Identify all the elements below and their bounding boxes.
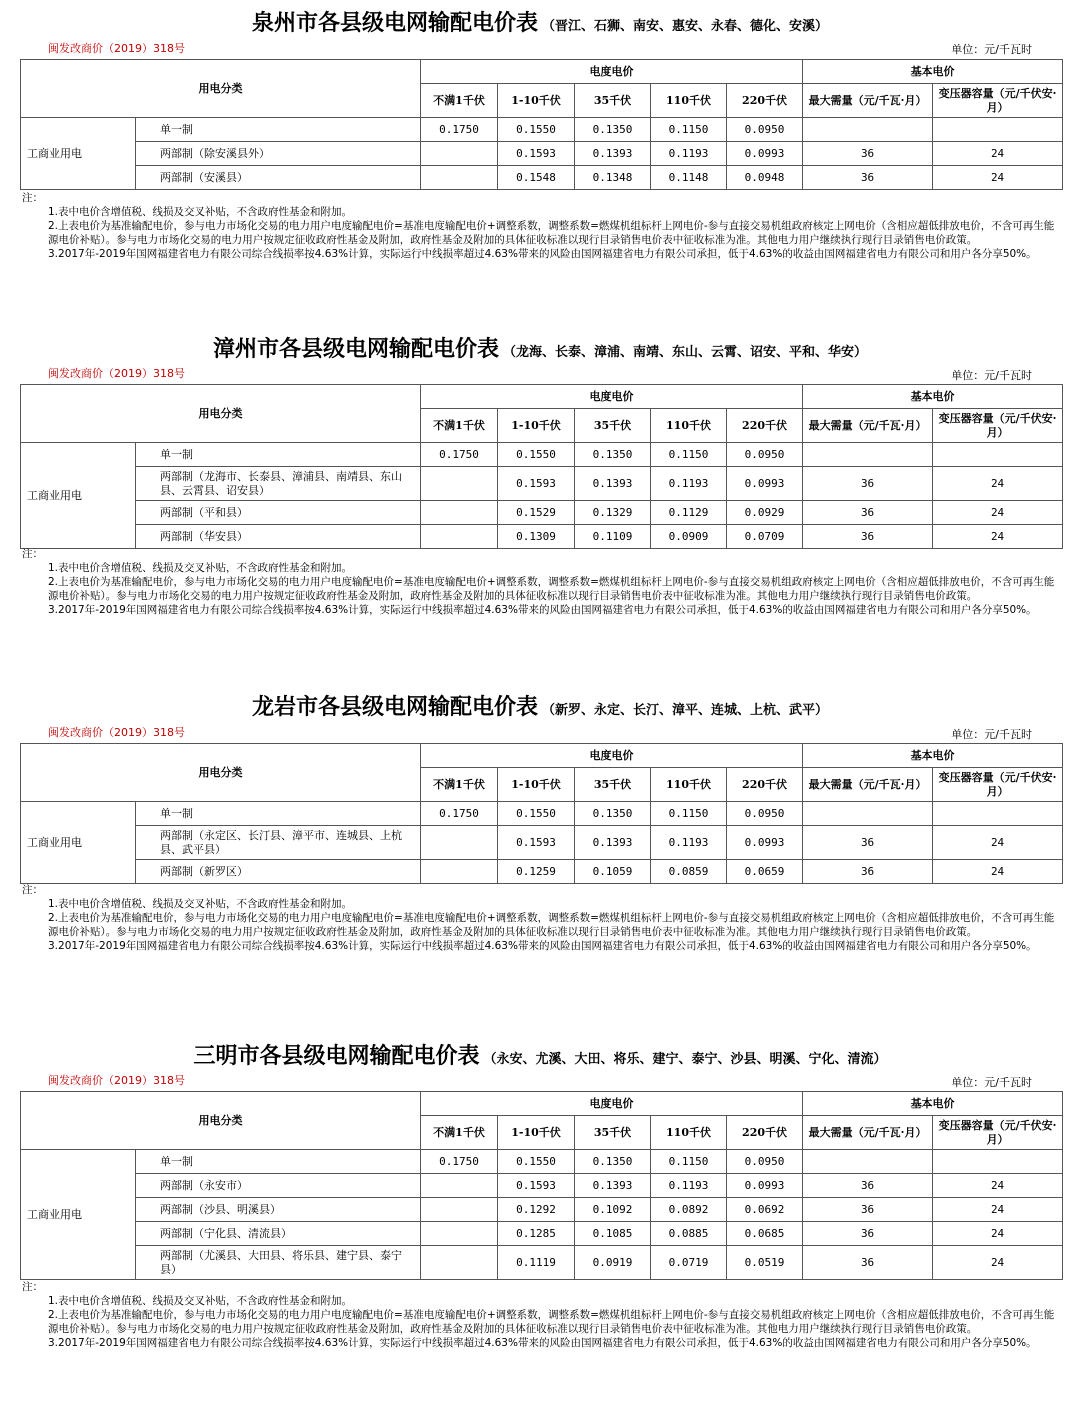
table-row xyxy=(21,826,1063,860)
cell xyxy=(933,802,1063,826)
cell: 36 xyxy=(803,467,933,501)
table-row xyxy=(21,1246,1063,1280)
cell: 0.1350 xyxy=(575,1150,651,1174)
header-capacity: 变压器容量（元/千伏安·月） xyxy=(933,1116,1063,1150)
cell: 0.1329 xyxy=(575,501,651,525)
note-1: 1.表中电价含增值税、线损及交叉补贴，不含政府性基金和附加。 xyxy=(48,898,353,910)
group-label: 工商业用电 xyxy=(21,802,136,884)
cell: 0.1193 xyxy=(651,467,727,501)
cell: 24 xyxy=(933,467,1063,501)
header-col: 1-10千伏 xyxy=(498,1116,575,1150)
cell: 0.1348 xyxy=(575,166,651,190)
cell xyxy=(421,860,498,884)
cell xyxy=(421,1174,498,1198)
notes xyxy=(22,1280,1062,1350)
cell xyxy=(803,118,933,142)
cell: 0.1119 xyxy=(498,1246,575,1280)
cell: 0.1350 xyxy=(575,118,651,142)
cell: 0.0909 xyxy=(651,525,727,549)
cell: 0.1150 xyxy=(651,443,727,467)
notes xyxy=(22,547,1062,617)
doc-number: 闽发改商价（2019）318号 xyxy=(48,726,185,739)
group-label: 工商业用电 xyxy=(21,118,136,190)
note-2: 2.上表电价为基准输配电价，参与电力市场化交易的电力用户电度输配电价=基准电度输配电价+调整系数，调整系数=燃煤机组标杆上网电价-参与直接交易机组政府核定上网电价（含相应超低排放电价，不含可再生能源电价补贴）。参与电力市场化交易的电力用户按规定征收政府性基金及附加，政府性基金及附加的具体征收标准以现行目录销售电价表中征收标准为准。其他电力用户继续执行现行目录销售电价政策。 xyxy=(48,1309,1055,1335)
table-row xyxy=(21,802,1063,826)
cell: 0.1593 xyxy=(498,467,575,501)
header-demand: 最大需量（元/千瓦·月） xyxy=(803,1116,933,1150)
note-2: 2.上表电价为基准输配电价，参与电力市场化交易的电力用户电度输配电价=基准电度输配电价+调整系数，调整系数=燃煤机组标杆上网电价-参与直接交易机组政府核定上网电价（含相应超低排放电价，不含可再生能源电价补贴）。参与电力市场化交易的电力用户按规定征收政府性基金及附加，政府性基金及附加的具体征收标准以现行目录销售电价表中征收标准为准。其他电力用户继续执行现行目录销售电价政策。 xyxy=(48,912,1055,938)
cell: 0.1550 xyxy=(498,1150,575,1174)
cell: 24 xyxy=(933,142,1063,166)
cell xyxy=(421,826,498,860)
cell: 0.1148 xyxy=(651,166,727,190)
table-row xyxy=(21,1150,1063,1174)
header-col: 110千伏 xyxy=(651,768,727,802)
cell: 0.1550 xyxy=(498,802,575,826)
row-label: 两部制（华安县） xyxy=(136,525,421,549)
cell: 0.1150 xyxy=(651,118,727,142)
cell: 0.0950 xyxy=(727,443,803,467)
cell: 0.1393 xyxy=(575,467,651,501)
cell: 0.0950 xyxy=(727,1150,803,1174)
header-category: 用电分类 xyxy=(21,60,421,118)
cell: 0.1109 xyxy=(575,525,651,549)
row-label: 两部制（除安溪县外） xyxy=(136,142,421,166)
note-1: 1.表中电价含增值税、线损及交叉补贴，不含政府性基金和附加。 xyxy=(48,1295,353,1307)
group-label: 工商业用电 xyxy=(21,1150,136,1280)
cell: 0.1059 xyxy=(575,860,651,884)
note-2: 2.上表电价为基准输配电价，参与电力市场化交易的电力用户电度输配电价=基准电度输配电价+调整系数，调整系数=燃煤机组标杆上网电价-参与直接交易机组政府核定上网电价（含相应超低排放电价，不含可再生能源电价补贴）。参与电力市场化交易的电力用户按规定征收政府性基金及附加，政府性基金及附加的具体征收标准以现行目录销售电价表中征收标准为准。其他电力用户继续执行现行目录销售电价政策。 xyxy=(48,220,1055,246)
cell: 0.1750 xyxy=(421,1150,498,1174)
cell xyxy=(933,118,1063,142)
row-label: 两部制（永定区、长汀县、漳平市、连城县、上杭县、武平县） xyxy=(136,826,421,860)
tariff-table xyxy=(20,59,1063,190)
header-col: 不满1千伏 xyxy=(421,768,498,802)
table-row xyxy=(21,501,1063,525)
table-row xyxy=(21,467,1063,501)
cell: 0.1593 xyxy=(498,142,575,166)
cell: 0.1393 xyxy=(575,826,651,860)
tariff-table xyxy=(20,743,1063,884)
cell: 24 xyxy=(933,826,1063,860)
cell: 0.1193 xyxy=(651,826,727,860)
cell: 24 xyxy=(933,166,1063,190)
notes-head: 注： xyxy=(22,192,43,204)
cell xyxy=(933,443,1063,467)
cell: 0.0950 xyxy=(727,118,803,142)
unit-label: 单位：元/千瓦时 xyxy=(951,728,1032,741)
row-label: 两部制（宁化县、清流县） xyxy=(136,1222,421,1246)
cell: 0.1750 xyxy=(421,443,498,467)
note-1: 1.表中电价含增值税、线损及交叉补贴，不含政府性基金和附加。 xyxy=(48,206,353,218)
cell: 0.1350 xyxy=(575,802,651,826)
cell: 0.1548 xyxy=(498,166,575,190)
header-category: 用电分类 xyxy=(21,744,421,802)
header-category: 用电分类 xyxy=(21,385,421,443)
cell xyxy=(421,467,498,501)
table-row xyxy=(21,1174,1063,1198)
group-label: 工商业用电 xyxy=(21,443,136,549)
cell: 0.1193 xyxy=(651,142,727,166)
header-col: 35千伏 xyxy=(575,409,651,443)
header-col: 不满1千伏 xyxy=(421,84,498,118)
cell: 0.1193 xyxy=(651,1174,727,1198)
header-energy-price: 电度电价 xyxy=(421,744,803,768)
title-regions: （新罗、永定、长汀、漳平、连城、上杭、武平） xyxy=(542,703,829,718)
header-col: 1-10千伏 xyxy=(498,409,575,443)
row-label: 两部制（新罗区） xyxy=(136,860,421,884)
title-regions: （晋江、石狮、南安、惠安、永春、德化、安溪） xyxy=(542,19,829,34)
header-capacity: 变压器容量（元/千伏安·月） xyxy=(933,409,1063,443)
header-col: 220千伏 xyxy=(727,768,803,802)
row-label: 单一制 xyxy=(136,118,421,142)
cell: 0.0919 xyxy=(575,1246,651,1280)
title-regions: （龙海、长泰、漳浦、南靖、东山、云霄、诏安、平和、华安） xyxy=(503,345,868,360)
cell: 24 xyxy=(933,1246,1063,1280)
cell: 0.0950 xyxy=(727,802,803,826)
table-title xyxy=(0,690,1080,721)
cell xyxy=(421,1222,498,1246)
cell: 24 xyxy=(933,525,1063,549)
header-col: 1-10千伏 xyxy=(498,768,575,802)
cell: 0.1393 xyxy=(575,142,651,166)
notes xyxy=(22,883,1062,953)
cell: 0.0885 xyxy=(651,1222,727,1246)
tariff-table xyxy=(20,384,1063,549)
row-label: 单一制 xyxy=(136,1150,421,1174)
header-col: 220千伏 xyxy=(727,84,803,118)
cell xyxy=(421,1246,498,1280)
title-main: 龙岩市各县级电网输配电价表 xyxy=(251,694,538,720)
note-3: 3.2017年-2019年国网福建省电力有限公司综合线损率按4.63%计算，实际运行中线损率超过4.63%带来的风险由国网福建省电力有限公司承担，低于4.63%的收益由国网福建省电力有限公司和用户各分享50%。 xyxy=(48,604,1037,616)
cell: 0.1292 xyxy=(498,1198,575,1222)
cell: 0.0519 xyxy=(727,1246,803,1280)
cell: 0.1529 xyxy=(498,501,575,525)
header-demand: 最大需量（元/千瓦·月） xyxy=(803,768,933,802)
cell: 24 xyxy=(933,1198,1063,1222)
cell: 0.1550 xyxy=(498,443,575,467)
table-row xyxy=(21,443,1063,467)
cell: 0.1309 xyxy=(498,525,575,549)
row-label: 两部制（安溪县） xyxy=(136,166,421,190)
table-row xyxy=(21,118,1063,142)
header-col: 不满1千伏 xyxy=(421,1116,498,1150)
cell: 0.1085 xyxy=(575,1222,651,1246)
header-col: 35千伏 xyxy=(575,1116,651,1150)
cell: 0.0719 xyxy=(651,1246,727,1280)
row-label: 两部制（龙海市、长泰县、漳浦县、南靖县、东山县、云霄县、诏安县） xyxy=(136,467,421,501)
row-label: 单一制 xyxy=(136,802,421,826)
row-label: 两部制（平和县） xyxy=(136,501,421,525)
cell: 36 xyxy=(803,166,933,190)
header-energy-price: 电度电价 xyxy=(421,60,803,84)
cell xyxy=(421,1198,498,1222)
cell: 0.0993 xyxy=(727,467,803,501)
cell: 0.0892 xyxy=(651,1198,727,1222)
header-demand: 最大需量（元/千瓦·月） xyxy=(803,409,933,443)
header-category: 用电分类 xyxy=(21,1092,421,1150)
row-label: 两部制（沙县、明溪县） xyxy=(136,1198,421,1222)
header-basic-price: 基本电价 xyxy=(803,60,1063,84)
cell: 0.1150 xyxy=(651,802,727,826)
table-title xyxy=(0,1039,1080,1070)
cell xyxy=(421,501,498,525)
table-row xyxy=(21,1222,1063,1246)
row-label: 两部制（尤溪县、大田县、将乐县、建宁县、泰宁县） xyxy=(136,1246,421,1280)
notes-head: 注： xyxy=(22,1281,43,1293)
cell: 0.0929 xyxy=(727,501,803,525)
table-row xyxy=(21,525,1063,549)
unit-label: 单位：元/千瓦时 xyxy=(951,43,1032,56)
cell: 0.1092 xyxy=(575,1198,651,1222)
unit-label: 单位：元/千瓦时 xyxy=(951,1076,1032,1089)
doc-number: 闽发改商价（2019）318号 xyxy=(48,1074,185,1087)
cell: 0.1259 xyxy=(498,860,575,884)
note-3: 3.2017年-2019年国网福建省电力有限公司综合线损率按4.63%计算，实际运行中线损率超过4.63%带来的风险由国网福建省电力有限公司承担，低于4.63%的收益由国网福建省电力有限公司和用户各分享50%。 xyxy=(48,1337,1037,1349)
cell: 0.0993 xyxy=(727,142,803,166)
cell: 0.0659 xyxy=(727,860,803,884)
cell xyxy=(803,1150,933,1174)
note-3: 3.2017年-2019年国网福建省电力有限公司综合线损率按4.63%计算，实际运行中线损率超过4.63%带来的风险由国网福建省电力有限公司承担，低于4.63%的收益由国网福建省电力有限公司和用户各分享50%。 xyxy=(48,248,1037,260)
cell: 0.1350 xyxy=(575,443,651,467)
tariff-table xyxy=(20,1091,1063,1280)
header-col: 110千伏 xyxy=(651,1116,727,1150)
table-row xyxy=(21,860,1063,884)
table-title xyxy=(0,6,1080,37)
note-2: 2.上表电价为基准输配电价，参与电力市场化交易的电力用户电度输配电价=基准电度输配电价+调整系数，调整系数=燃煤机组标杆上网电价-参与直接交易机组政府核定上网电价（含相应超低排放电价，不含可再生能源电价补贴）。参与电力市场化交易的电力用户按规定征收政府性基金及附加，政府性基金及附加的具体征收标准以现行目录销售电价表中征收标准为准。其他电力用户继续执行现行目录销售电价政策。 xyxy=(48,576,1055,602)
cell: 0.0685 xyxy=(727,1222,803,1246)
cell: 0.1593 xyxy=(498,1174,575,1198)
title-main: 泉州市各县级电网输配电价表 xyxy=(251,10,538,36)
note-1: 1.表中电价含增值税、线损及交叉补贴，不含政府性基金和附加。 xyxy=(48,562,353,574)
header-energy-price: 电度电价 xyxy=(421,1092,803,1116)
header-col: 220千伏 xyxy=(727,409,803,443)
cell: 24 xyxy=(933,1222,1063,1246)
header-col: 35千伏 xyxy=(575,84,651,118)
cell: 0.0859 xyxy=(651,860,727,884)
table-row xyxy=(21,1198,1063,1222)
unit-label: 单位：元/千瓦时 xyxy=(951,369,1032,382)
cell: 0.1593 xyxy=(498,826,575,860)
title-main: 三明市各县级电网输配电价表 xyxy=(193,1043,480,1069)
header-basic-price: 基本电价 xyxy=(803,744,1063,768)
cell: 24 xyxy=(933,860,1063,884)
cell xyxy=(421,142,498,166)
cell: 0.0993 xyxy=(727,1174,803,1198)
cell xyxy=(803,802,933,826)
cell: 0.1750 xyxy=(421,802,498,826)
cell xyxy=(933,1150,1063,1174)
header-basic-price: 基本电价 xyxy=(803,1092,1063,1116)
cell: 24 xyxy=(933,501,1063,525)
cell: 0.1285 xyxy=(498,1222,575,1246)
header-col: 110千伏 xyxy=(651,409,727,443)
notes xyxy=(22,191,1062,261)
header-col: 1-10千伏 xyxy=(498,84,575,118)
notes-head: 注： xyxy=(22,548,43,560)
cell: 0.1550 xyxy=(498,118,575,142)
row-label: 单一制 xyxy=(136,443,421,467)
cell: 0.1150 xyxy=(651,1150,727,1174)
header-col: 35千伏 xyxy=(575,768,651,802)
cell: 36 xyxy=(803,826,933,860)
cell xyxy=(421,525,498,549)
cell: 0.0709 xyxy=(727,525,803,549)
cell: 0.1750 xyxy=(421,118,498,142)
cell xyxy=(803,443,933,467)
table-title xyxy=(0,332,1080,363)
cell: 36 xyxy=(803,1222,933,1246)
header-col: 220千伏 xyxy=(727,1116,803,1150)
table-row xyxy=(21,142,1063,166)
header-capacity: 变压器容量（元/千伏安·月） xyxy=(933,768,1063,802)
header-basic-price: 基本电价 xyxy=(803,385,1063,409)
header-energy-price: 电度电价 xyxy=(421,385,803,409)
title-main: 漳州市各县级电网输配电价表 xyxy=(212,336,499,362)
cell xyxy=(421,166,498,190)
cell: 0.0692 xyxy=(727,1198,803,1222)
notes-head: 注： xyxy=(22,884,43,896)
header-col: 不满1千伏 xyxy=(421,409,498,443)
doc-number: 闽发改商价（2019）318号 xyxy=(48,367,185,380)
row-label: 两部制（永安市） xyxy=(136,1174,421,1198)
cell: 36 xyxy=(803,1246,933,1280)
doc-number: 闽发改商价（2019）318号 xyxy=(48,42,185,55)
cell: 0.0993 xyxy=(727,826,803,860)
header-col: 110千伏 xyxy=(651,84,727,118)
cell: 0.1393 xyxy=(575,1174,651,1198)
header-demand: 最大需量（元/千瓦·月） xyxy=(803,84,933,118)
cell: 0.0948 xyxy=(727,166,803,190)
table-row xyxy=(21,166,1063,190)
cell: 0.1129 xyxy=(651,501,727,525)
cell: 36 xyxy=(803,860,933,884)
note-3: 3.2017年-2019年国网福建省电力有限公司综合线损率按4.63%计算，实际运行中线损率超过4.63%带来的风险由国网福建省电力有限公司承担，低于4.63%的收益由国网福建省电力有限公司和用户各分享50%。 xyxy=(48,940,1037,952)
header-capacity: 变压器容量（元/千伏安·月） xyxy=(933,84,1063,118)
title-regions: （永安、尤溪、大田、将乐、建宁、泰宁、沙县、明溪、宁化、清流） xyxy=(483,1052,887,1067)
cell: 36 xyxy=(803,1174,933,1198)
cell: 24 xyxy=(933,1174,1063,1198)
cell: 36 xyxy=(803,1198,933,1222)
cell: 36 xyxy=(803,501,933,525)
cell: 36 xyxy=(803,525,933,549)
cell: 36 xyxy=(803,142,933,166)
